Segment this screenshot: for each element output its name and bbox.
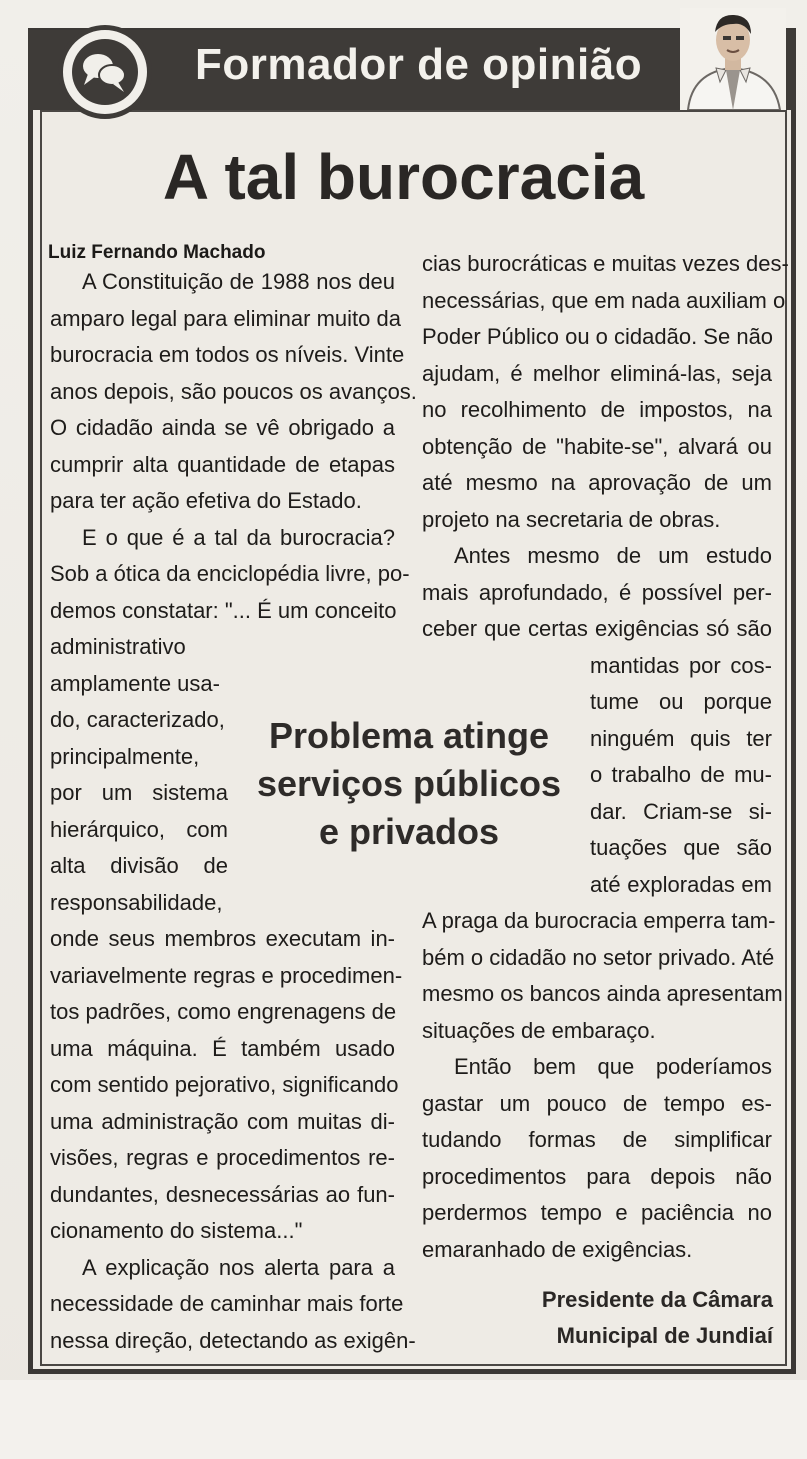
left-line: nessa direção, detectando as exigên- <box>50 1327 416 1353</box>
right-column <box>422 246 789 1268</box>
right-line: até mesmo na aprovação de um <box>422 470 772 495</box>
left-line: cionamento do sistema..." <box>50 1218 303 1243</box>
right-line: Poder Público ou o cidadão. Se não <box>422 324 774 349</box>
left-line: necessidade de caminhar mais forte <box>50 1291 404 1316</box>
right-line: mantidas por cos- <box>590 652 772 678</box>
author-portrait-icon <box>680 8 786 110</box>
pull-quote-line: serviços públicos <box>256 763 562 804</box>
left-line: A Constituição de 1988 nos deu <box>82 269 395 294</box>
right-line: A praga da burocracia emperra tam- <box>422 908 776 933</box>
right-line: Então bem que poderíamos <box>454 1054 772 1079</box>
left-line: dundantes, desnecessárias ao fun- <box>50 1181 395 1207</box>
left-line: E o que é a tal da burocracia? <box>82 524 395 550</box>
left-line: A explicação nos alerta para a <box>82 1254 395 1280</box>
pull-quote-line: Problema atinge <box>268 715 550 756</box>
right-line: tume ou porque <box>590 689 772 714</box>
left-line: responsabilidade, <box>50 889 223 915</box>
left-line: variavelmente regras e procedimen- <box>50 962 403 988</box>
author-signature <box>542 1282 773 1354</box>
left-line: O cidadão ainda se vê obrigado a <box>50 415 395 440</box>
signature-line: Municipal de Jundiaí <box>556 1323 773 1348</box>
right-line: bém o cidadão no setor privado. Até <box>422 944 775 970</box>
left-line: alta divisão de <box>50 853 228 878</box>
right-line: gastar um pouco de tempo es- <box>422 1090 772 1116</box>
right-line: mais aprofundado, é possível per- <box>422 579 772 605</box>
right-line: até exploradas em <box>590 871 772 897</box>
left-line: Sob a ótica da enciclopédia livre, po- <box>50 561 410 586</box>
left-line: anos depois, são poucos os avanços. <box>50 378 417 404</box>
right-line: Antes mesmo de um estudo <box>454 543 772 568</box>
left-line: principalmente, <box>50 743 200 769</box>
left-line: hierárquico, com <box>50 816 228 842</box>
left-line: amplamente usa- <box>50 670 220 696</box>
left-line: visões, regras e procedimentos re- <box>50 1145 395 1170</box>
right-line: tudando formas de simplificar <box>422 1127 772 1152</box>
page-bottom-margin <box>0 1380 807 1459</box>
right-line: ajudam, é melhor eliminá-las, seja <box>422 360 772 386</box>
article-headline: A tal burocracia <box>162 141 645 213</box>
left-line: com sentido pejorativo, significando <box>50 1072 399 1097</box>
left-line: uma administração com muitas di- <box>50 1108 395 1134</box>
right-line: emaranhado de exigências. <box>422 1236 693 1262</box>
speech-bubbles-icon <box>58 25 152 119</box>
left-line: tos padrões, como engrenagens de <box>50 999 397 1024</box>
left-line: onde seus membros executam in- <box>50 926 395 951</box>
right-line: no recolhimento de impostos, na <box>422 397 772 422</box>
left-line: do, caracterizado, <box>50 707 225 732</box>
right-line: necessárias, que em nada auxiliam o <box>422 287 786 313</box>
right-line: projeto na secretaria de obras. <box>422 506 721 532</box>
right-line: ninguém quis ter <box>590 725 772 751</box>
left-line: para ter ação efetiva do Estado. <box>50 488 362 513</box>
left-line: demos constatar: "... É um conceito <box>50 597 397 623</box>
column-title: Formador de opinião <box>195 40 643 89</box>
signature-line: Presidente da Câmara <box>541 1287 773 1312</box>
left-line: uma máquina. É também usado <box>50 1035 395 1061</box>
right-line: perdermos tempo e paciência no <box>422 1200 772 1225</box>
right-line: mesmo os bancos ainda apresentam <box>422 981 783 1006</box>
left-line: burocracia em todos os níveis. Vinte <box>50 342 405 367</box>
right-line: procedimentos para depois não <box>422 1163 772 1189</box>
right-line: situações de embaraço. <box>422 1017 656 1043</box>
author-byline: Luiz Fernando Machado <box>48 242 266 263</box>
right-line: cias burocráticas e muitas vezes des- <box>422 251 789 276</box>
left-line: por um sistema <box>50 780 228 805</box>
right-line: tuações que são <box>590 835 772 860</box>
left-line: administrativo <box>50 634 186 659</box>
left-line: cumprir alta quantidade de etapas <box>50 451 395 477</box>
right-line: dar. Criam-se si- <box>590 798 772 824</box>
right-line: ceber que certas exigências só são <box>422 616 772 641</box>
right-line: obtenção de "habite-se", alvará ou <box>422 433 772 459</box>
pull-quote-line: e privados <box>318 811 500 852</box>
left-line: amparo legal para eliminar muito da <box>50 305 401 331</box>
right-line: o trabalho de mu- <box>590 762 772 787</box>
